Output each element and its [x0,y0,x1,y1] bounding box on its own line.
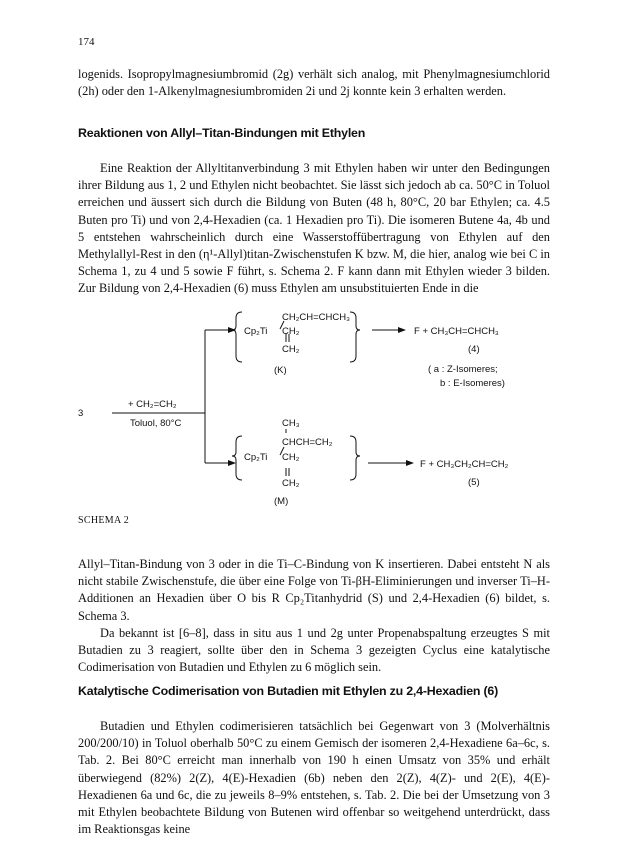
page-number: 174 [78,36,95,48]
M-ch2-lower: CH₂ [282,478,300,489]
reaction-conditions: Toluol, 80°C [130,418,182,429]
section-heading-allyl-titan: Reaktionen von Allyl–Titan-Bindungen mit Ethylen [78,126,366,140]
paragraph-reaction [78,160,550,298]
K-allyl-chain: CH₂CH=CHCH₃ [282,312,350,323]
paragraph-insertion [78,556,550,676]
K-ch2-upper: CH₂ [282,326,300,337]
reaction-scheme-2 [70,308,560,508]
isomer-note-a: ( a : Z-Isomeres; [428,364,498,375]
reagent-ethylene: + CH₂=CH₂ [128,399,177,410]
product-label-4: (4) [468,344,480,355]
paragraph-text: Allyl–Titan-Bindung von 3 oder in die Ti–C-Bindung von K insertieren. Dabei entsteht N als nicht stabile Zwischenstufe, die über eine Folge von Ti-βH-Eliminierungen und inverser Ti–H-Additionen an Hexadien über O bis R Cp₂Titanhydrid (S) und 2,4-Hexadien (6) bildet, s. Schema 3. [78,557,550,623]
K-ch2-lower: CH₂ [282,344,300,355]
section-heading-codimerisation: Katalytische Codimerisation von Butadien mit Ethylen zu 2,4-Hexadien (6) [78,684,499,698]
M-cp2ti: Cp₂Ti [244,452,268,463]
M-allyl-chain: CHCH=CH₂ [282,437,333,448]
paragraph-text: logenids. Isopropylmagnesiumbromid (2g) verhält sich analog, mit Phenylmagnesiumchlorid (2h) oder den 1-Alkenylmagnesiumbromiden 2i und 2j konnte kein 3 erhalten werden. [78,67,550,99]
M-ch2-upper: CH₂ [282,452,300,463]
scheme-caption: SCHEMA 2 [78,515,130,526]
K-cp2ti: Cp₂Ti [244,326,268,337]
paragraph-continuation [78,66,550,100]
M-label: (M) [274,496,289,507]
paragraph-text: Butadien und Ethylen codimerisieren tatsächlich bei Gegenwart von 3 (Molverhältnis 200/200/10) in Toluol oberhalb 50°C zu einem Gemisch der isomeren 2,4-Hexadiene 6a–6c, s. Tab. 2. Bei 80°C erreicht man innerhalb von 190 h einen Umsatz von 35% und erhält überwiegend (82%) 2(Z), 4(E)-Hexadien (6b) neben den 2(Z), 4(Z)- und 2(E), 4(E)-Hexadienen 6a und 6c, die zu jeweils 8–9% entstehen, s. Tab. 2. Die bei der Umsetzung von 3 mit Ethylen beobachtete Bildung von Butenen wird offenbar so weitgehend unterdrückt, dass im Reaktionsgas keine [78,719,550,837]
isomer-note-b: b : E-Isomeres) [440,378,505,389]
paragraph-text: Da bekannt ist [6–8], dass in situ aus 1 und 2g unter Propenabspaltung erzeugtes S mit Butadien zu 3 reagiert, sollte über den in Schema 3 gezeigten Cyclus eine katalytische Codimerisation von Butadien und Ethylen zu 6 möglich sein. [78,625,550,675]
product-butene-2: F + CH₃CH=CHCH₃ [414,326,499,337]
start-compound-3: 3 [78,408,84,419]
K-label: (K) [274,365,287,376]
paragraph-codimerisation [78,718,550,838]
product-butene-1: F + CH₃CH₂CH=CH₂ [420,459,509,470]
product-label-5: (5) [468,477,480,488]
M-ch3: CH₃ [282,418,300,429]
paragraph-text: Eine Reaktion der Allyltitanverbindung 3 mit Ethylen haben wir unter den Bedingungen ihrer Bildung aus 1, 2 und Ethylen nicht beobachtet. Sie lässt sich jedoch ab ca. 50°C in Toluol erreichen und äussert sich durch die Bildung von Buten (48 h, 80°C, 20 bar Ethylen; ca. 4.5 Buten pro Ti) und von 2,4-Hexadien (ca. 1 Hexadien pro Ti). Die isomeren Butene 4a, 4b und 5 entstehen wahrscheinlich durch eine Wasserstoffübertragung von Ethylen auf den Methylallyl-Rest in den (η¹-Allyl)titan-Zwischenstufen K bzw. M, die hier, analog wie bei C in Schema 1, zu 4 und 5 sowie F führt, s. Schema 2. F kann dann mit Ethylen wieder 3 bilden. Zur Bildung von 2,4-Hexadien (6) muss Ethylen am unsubstituierten Ende in die [78,161,550,296]
